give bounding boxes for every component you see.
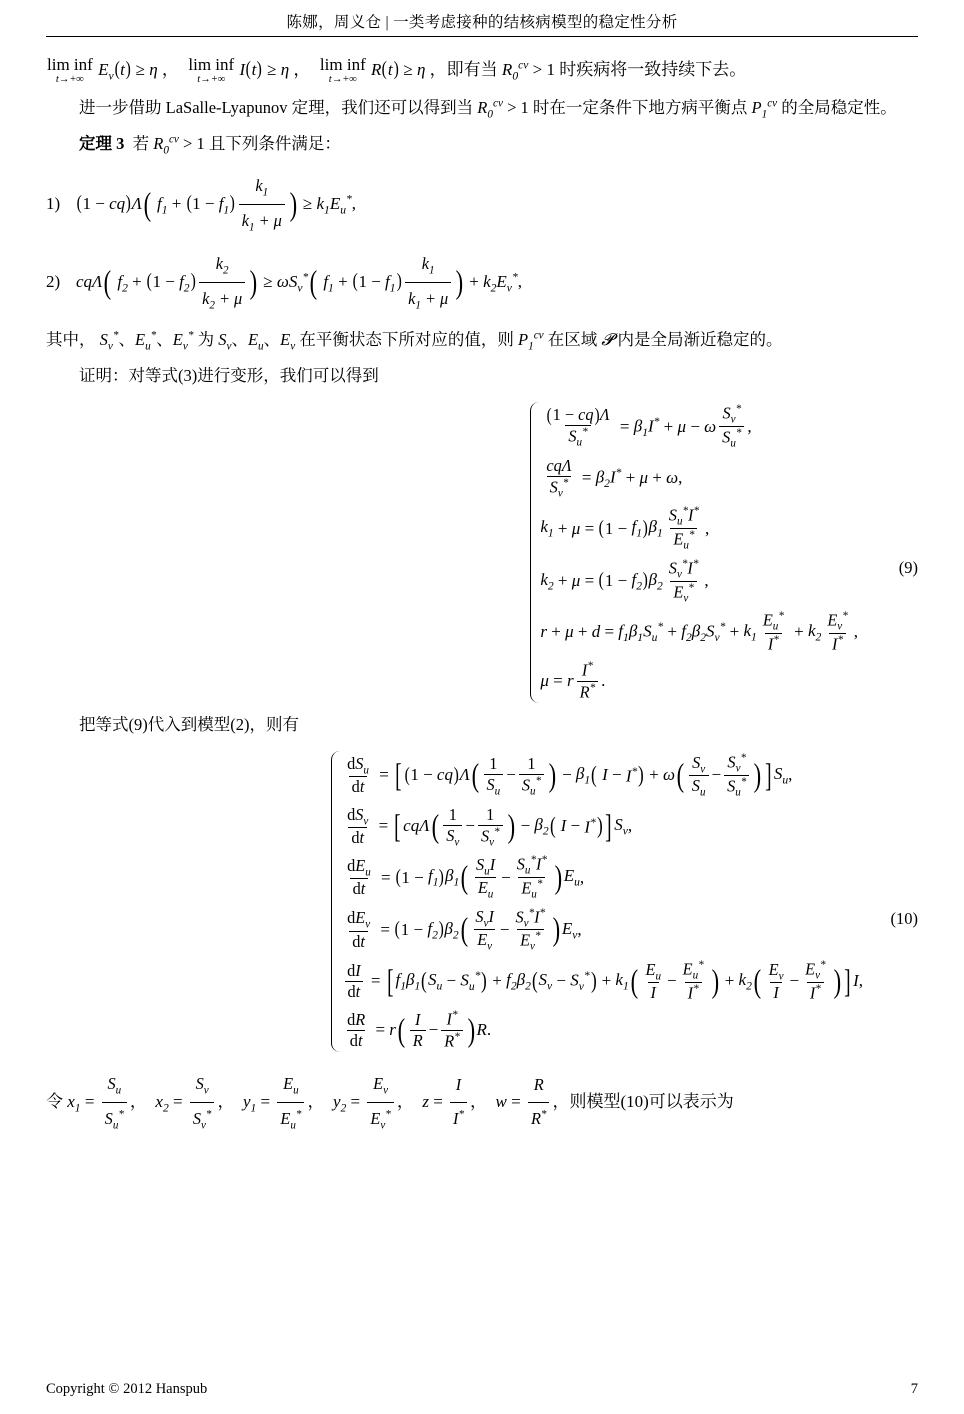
theorem-3: 定理 3 若 $R_0^{cv} > 1$ 且下列条件满足： xyxy=(79,133,341,157)
equation-9-row-6: μ = r $\frac{I^*}{R^*}$ . xyxy=(540,660,606,702)
equation-10-row-1: $\frac{dS_u}{dt}$ = [ ( 1 − cq ) Λ ( $\frac{1}{S_u}$ − $\frac{1}{S_u^*}$ ) − $\beta_1$ ( I − I* ) + ω ( $\frac{S_v}{S_u}$ − $\frac{S_v^*}{S_u^*}$ ) ] $S_u$ , xyxy=(347,752,793,799)
equation-10-block xyxy=(46,749,918,1054)
running-head-authors: 陈娜，周义仓 xyxy=(286,14,382,31)
proof-label: 证明： xyxy=(79,366,129,386)
equation-9 xyxy=(524,400,858,705)
condition-1: 1) ( 1 − cq ) Λ ( $f_1$ + ( 1 − $f_1$ ) $\frac{k_1}{k_1 + \mu}$ ) ≥ $k_1E_u^*$ , xyxy=(46,170,918,238)
equation-9-block xyxy=(46,400,918,705)
copyright-text: Copyright © 2012 Hanspub xyxy=(46,1381,208,1397)
equation-9-row-1: $\frac{(1 - cq)\Lambda}{S_u^*}$ = $\beta_1I^*$ + μ − ω $\frac{S_v^*}{S_u^*}$ , xyxy=(546,403,752,450)
proof-intro xyxy=(46,362,918,390)
paragraph-where: 其中， $S_v^*$、$E_u^*$、$E_v^*$ 为 $S_v$、$E_u$、$E_v$ 在平衡状态下所对应的值，则 $P_1^{cv}$ 在区域 𝓟 内是全局渐近稳定的。 xyxy=(46,329,783,353)
condition-2: 2) cqΛ ( $f_2$ + ( 1 − $f_2$ ) $\frac{k_2}{k_2 + \mu}$ ) ≥ $\omega S_v^*$ ( $f_1$ + ( 1 − $f_1$ ) $\frac{k_1}{k_1 + \mu}$ ) + $k_2E_v^*$ , xyxy=(46,248,918,316)
equation-9-row-5: r + μ + d = $f_1\beta_1S_u^*$ + $f_2\beta_2S_v^*$ + $k_1$ $\frac{E_u^*}{I^*}$ + $k_2$ $\frac{E_v^*}{I^*}$ , xyxy=(540,610,858,654)
equation-10-row-6: $\frac{dR}{dt}$ = r ( $\frac{I}{R}$ − $\frac{I^*}{R^*}$ ) R . xyxy=(347,1009,492,1051)
paragraph-lasalle: 进一步借助 LaSalle-Lyapunov 定理，我们还可以得到当 $R_0^{cv} > 1$ 时在一定条件下地方病平衡点 $P_1^{cv}$ 的全局稳定性。 xyxy=(79,97,897,120)
theorem-label: 定理 3 xyxy=(79,133,125,153)
page-number: 7 xyxy=(910,1381,918,1397)
running-head xyxy=(46,0,918,36)
equation-9-row-2: $\frac{\text{cqΛ}}{S_v^*}$ = $\beta_2I^*$ + μ + ω , xyxy=(546,455,683,500)
page-footer xyxy=(0,1381,964,1398)
equation-10-row-4: $\frac{dE_v}{dt}$ = ( 1 − $f_2$ ) $\beta_2$ ( $\frac{S_vI}{E_v}$ − $\frac{S_v^*I^*}{E_v^*}$ ) $E_v$ , xyxy=(347,906,582,954)
condition-2-label: 2) xyxy=(46,272,61,292)
equation-10-row-3: $\frac{dE_u}{dt}$ = ( 1 − $f_1$ ) $\beta_1$ ( $\frac{S_uI}{E_u}$ − $\frac{S_u^*I^*}{E_u^*}$ ) $E_u$ , xyxy=(347,854,585,901)
proof-text: 对等式(3)进行变形，我们可以得到 xyxy=(128,366,379,386)
running-head-separator: | xyxy=(385,14,389,31)
equation-9-row-3: $k_1$ + μ = ( 1 − $f_1$ ) $\beta_1$ $\frac{S_u^*I^*}{E_u^*}$ , xyxy=(540,505,710,552)
equation-9-row-4: $k_2$ + μ = ( 1 − $f_2$ ) $\beta_2$ $\frac{S_v^*I^*}{E_v^*}$ , xyxy=(540,557,709,605)
paragraph-substitution-vars: 令 $x_1$ = $\frac{S_u}{S_u^*}$ ， $x_2$ = $\frac{S_v}{S_v^*}$ ， $y_1$ = $\frac{E_u}{E_u^*}$ ， $y_2$ = $\frac{E_v}{E_v^*}$ ， z = $\frac{I}{I^*}$ ， w = $\frac{R}{R^*}$ ，则模型(10)可以表示为 xyxy=(46,1068,918,1136)
liminf-line: lim inf t→+∞ $E_v$ ( t ) ≥ η ， lim inf t→+∞ I ( t ) ≥ η ， lim inf t→+∞ R ( t ) ≥ η ，即有当 $R_0^{cv}$ > 1 时疾病将一致持续下去。 xyxy=(47,54,747,85)
equation-10 xyxy=(325,749,863,1054)
paragraph-substitute: 把等式(9)代入到模型(2)，则有 xyxy=(79,715,299,735)
equation-10-row-2: $\frac{dS_v}{dt}$ = [ cqΛ ( $\frac{1}{S_v}$ − $\frac{1}{S_v^*}$ ) − $\beta_2$ ( I − I* ) ] $S_v$ , xyxy=(347,804,633,849)
equation-10-number: (10) xyxy=(890,909,918,929)
header-divider xyxy=(46,36,918,37)
equation-9-brace xyxy=(524,400,540,705)
equation-10-brace xyxy=(325,749,341,1054)
condition-1-label: 1) xyxy=(46,194,61,214)
running-head-title: 一类考虑接种的结核病模型的稳定性分析 xyxy=(393,14,678,31)
equation-10-row-5: $\frac{dI}{dt}$ = [ $f_1\beta_1$ ( $S_u$ − $S_u^*$ ) + $f_2\beta_2$ ( $S_v$ − $S_v^*$ ) + $k_1$ ( $\frac{E_u}{I}$ − $\frac{E_u^*}{I^*}$ ) + $k_2$ ( $\frac{E_v}{I}$ − $\frac{E_v^*}{I^*}$ ) ] I , xyxy=(341,956,863,1006)
equation-9-number: (9) xyxy=(898,558,918,578)
